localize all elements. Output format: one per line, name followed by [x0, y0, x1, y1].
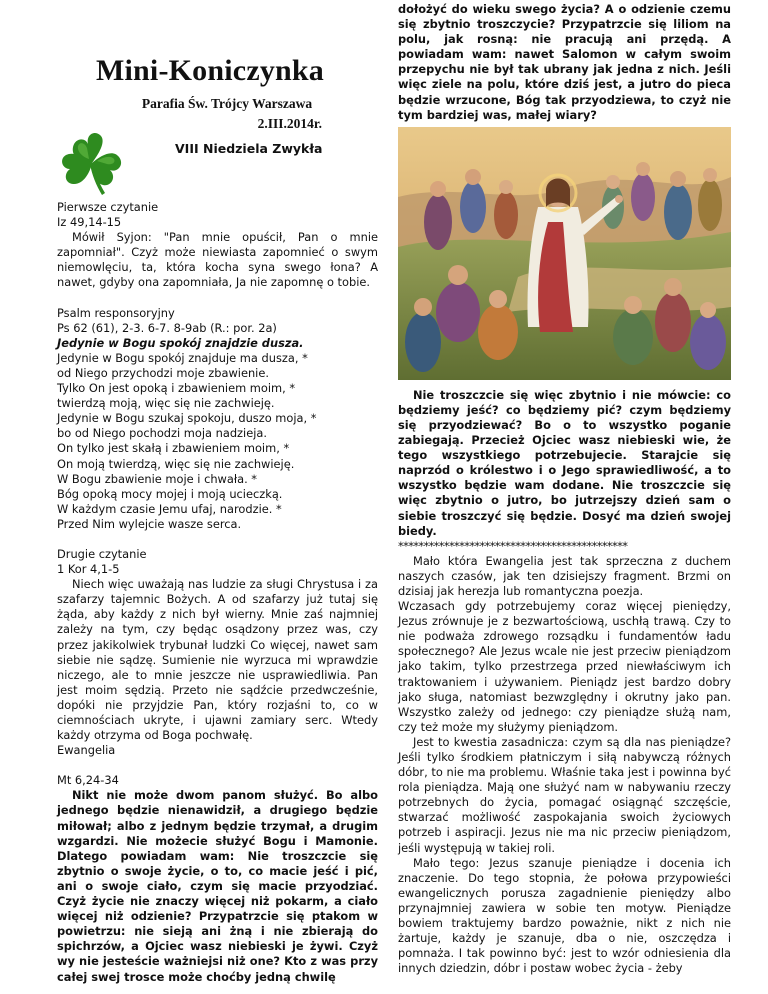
- newsletter-title: Mini-Koniczynka: [95, 54, 324, 87]
- reading-reference: 1 Kor 4,1-5: [57, 562, 120, 577]
- gospel-text: Nikt nie może dwom panom służyć. Bo albo jednego będzie nienawidził, a drugiego będzie miłował; albo z jednym będzie trzymał, a drugim wzgardzi. Nie możecie służyć Bogu i Mamonie. Dlatego powiadam wam: Nie troszczcie się zbytnio o swoje życie, o to, co macie jeść i pić, ani o swoje ciało, czym się macie przyodziać. Czyż życie nie znaczy więcej niż pokarm, a ciało więcej niż odzienie? Przypatrzcie się ptakom w powietrzu: nie sieją ani żną i nie zbierają do spichrzów, a Ojciec wasz niebieski je żywi. Czyż wy nie jesteście ważniejsi niż one? Kto z was przy całej swej trosce może choćby jedną chwilę: [57, 788, 378, 984]
- reading-label: Pierwsze czytanie: [57, 200, 159, 214]
- sermon-painting: [398, 127, 731, 380]
- responsorial-psalm: [57, 306, 378, 532]
- parish-name: Parafia Św. Trójcy Warszawa: [141, 96, 313, 111]
- gospel: [57, 773, 378, 984]
- issue-date: 2.III.2014r.: [257, 116, 322, 131]
- masthead: [57, 0, 378, 200]
- left-column: [57, 0, 378, 985]
- psalm-line: Bóg opoką mocy mojej i moją ucieczką.: [57, 486, 283, 501]
- psalm-line: Jedynie w Bogu szukaj spokoju, duszo moja, *: [57, 411, 317, 426]
- psalm-line: twierdzą moją, więc się nie zachwieję.: [57, 396, 275, 411]
- psalm-label: Psalm responsoryjny: [57, 305, 175, 320]
- gospel-reference: Mt 6,24-34: [57, 773, 119, 788]
- reading-reference: Iz 49,14-15: [57, 215, 122, 230]
- psalm-refrain: Jedynie w Bogu spokój znajdzie dusza.: [57, 335, 304, 350]
- psalm-line: bo od Niego pochodzi moja nadzieja.: [57, 426, 267, 441]
- first-reading: [57, 200, 378, 291]
- reading-label: Drugie czytanie: [57, 546, 147, 561]
- psalm-line: W każdym czasie Jemu ufaj, narodzie. *: [57, 501, 282, 516]
- reading-text: Mówił Syjon: "Pan mnie opuścił, Pan o mnie zapomniał". Czyż może niewiasta zapomnieć o swym niemowlęciu, ta, która kocha syna swego łona? A nawet, gdyby ona zapomniała, Ja nie zapomnę o tobie.: [57, 230, 378, 290]
- reading-text: Niech więc uważają nas ludzie za sługi Chrystusa i za szafarzy tajemnic Bożych. A od szafarzy już tutaj się żąda, aby każdy z nich był wierny. Mnie zaś najmniej zależy na tym, czy będąc osądzony przez was, czy przez jakikolwiek trybunał ludzki Co więcej, nawet sam siebie nie sądzę. Sumienie nie wyrzuca mi wprawdzie niczego, ale to mnie jeszcze nie usprawiedliwia. Pan jest moim sędzią. Przeto nie sądźcie przedwcześnie, dopóki nie przyjdzie Pan, który rozjaśni to, co w ciemnościach ukryte, i ujawni zamiary serc. Wtedy każdy otrzyma od Boga pochwałę.: [57, 577, 378, 743]
- psalm-line: Przed Nim wylejcie wasze serca.: [57, 516, 242, 531]
- sunday-heading: VIII Niedziela Zwykła: [175, 141, 323, 156]
- psalm-line: W Bogu zbawienie moje i chwała. *: [57, 471, 258, 486]
- second-reading: [57, 547, 378, 758]
- psalm-line: od Niego przychodzi moje zbawienie.: [57, 365, 269, 380]
- gospel-label: Ewangelia: [57, 743, 116, 758]
- commentary-paragraph: Jest to kwestia zasadnicza: czym są dla nas pieniądze? Jeśli tylko środkiem płatniczym i siłą nabywczą różnych dóbr, to nie ma problemu. Właśnie taka jest i powinna być rola pieniądza. Mają one służyć nam w nabywaniu rzeczy potrzebnych do życia, pomagać osiągnąć szczęście, stwarzać możliwość zaspokajania swoich życiowych potrzeb i aspiracji. Jezus nie ma nic przeciw pieniądzom, jeśli występują w takiej roli.: [398, 734, 731, 855]
- commentary-paragraph: Mało która Ewangelia jest tak sprzeczna z duchem naszych czasów, jak ten dzisiejszy fragment. Brzmi on dzisiaj jak herezja lub romantyczna poezja.: [398, 553, 731, 598]
- right-column: [398, 2, 731, 976]
- psalm-line: On moją twierdzą, więc się nie zachwieję.: [57, 456, 295, 471]
- psalm-line: On tylko jest skałą i zbawieniem moim, *: [57, 441, 290, 456]
- commentary-paragraph: Mało tego: Jezus szanuje pieniądze i docenia ich znaczenie. Do tego stopnia, że połowa przypowieści ewangelicznych porusza zagadnienie pieniędzy albo przynajmniej zawiera w sobie ten motyw. Pieniądze bowiem traktujemy bardzo poważnie, nikt z nich nie żartuje, każdy je szanuje, dba o nie, oszczędza i pomnaża. I tak powinno być: jest to wzór odniesienia dla innych dziedzin, dóbr i postaw wobec życia - żeby: [398, 855, 731, 976]
- shamrock-icon: [59, 127, 125, 197]
- commentary-paragraph: Wczasach gdy potrzebujemy coraz więcej pieniędzy, Jezus zrównuje je z bezwartościową, uschłą trawą. Czy to nie podważa zdrowego rozsądku i fundamentów ładu społecznego? Ale Jezus wcale nie jest przeciw pieniądzom jako takim, tylko przestrzega przed niewłaściwym ich traktowaniem i używaniem. Pieniądz jest bardzo dobry jako sługa, natomiast bezwzględny i okrutny jako pan. Wszystko zależy od jednego: czy pieniądze służą nam, czy też może my służymy pieniądzom.: [398, 599, 731, 734]
- gospel-conclusion: Nie troszczcie się więc zbytnio i nie mówcie: co będziemy jeść? co będziemy pić? czym będziemy się przyodziewać? Bo o to wszystko poganie zabiegają. Przecież Ojciec wasz niebieski wie, że tego wszystkiego potrzebujecie. Starajcie się naprzód o królestwo i o Jego sprawiedliwość, a to wszystko będzie wam dodane. Nie troszczcie się więc zbytnio o jutro, bo jutrzejszy dzień sam o siebie troszczyć się będzie. Dosyć ma dzień swojej biedy.: [398, 387, 731, 538]
- psalm-line: Jedynie w Bogu spokój znajduje ma dusza, *: [57, 350, 308, 365]
- separator: *********************************************: [398, 538, 628, 553]
- psalm-reference: Ps 62 (61), 2-3. 6-7. 8-9ab (R.: por. 2a): [57, 320, 277, 335]
- psalm-line: Tylko On jest opoką i zbawieniem moim, *: [57, 381, 296, 396]
- gospel-continuation: dołożyć do wieku swego życia? A o odzienie czemu się zbytnio troszczycie? Przypatrzcie się liliom na polu, jak rosną: nie pracują ani przędą. A powiadam wam: nawet Salomon w całym swoim przepychu nie był tak ubrany jak jedna z nich. Jeśli więc ziele na polu, które dziś jest, a jutro do pieca będzie wrzucone, Bóg tak przyodziewa, to czyż nie tym bardziej was, małej wiary?: [398, 2, 731, 122]
